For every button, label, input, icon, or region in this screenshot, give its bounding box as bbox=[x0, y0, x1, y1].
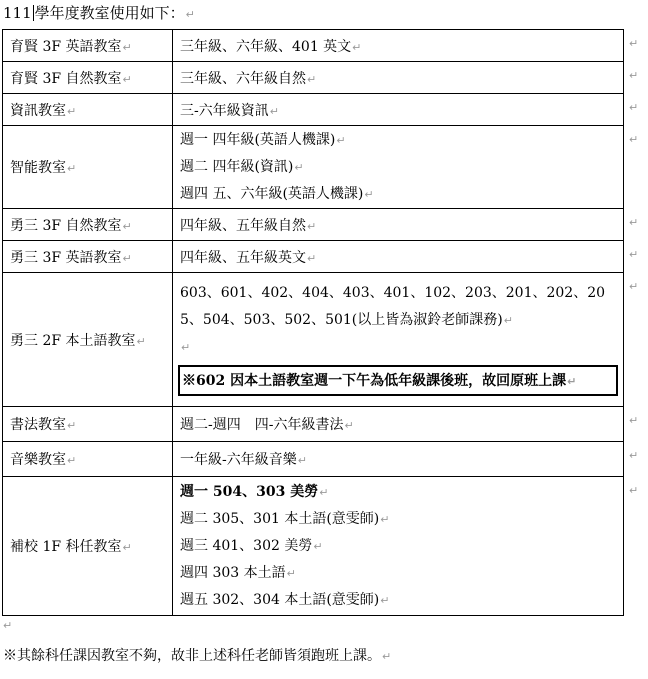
usage-cell: 週一 504、303 美勞↵ 週二 305、301 本土語(意雯師)↵ 週三 401、302 美勞↵ 週四 303 本土語↵ 週五 302、304 本土語(意雯師)↵ bbox=[173, 477, 624, 616]
table-row bbox=[3, 241, 624, 273]
table-row bbox=[3, 62, 624, 94]
room-cell: 育賢 3F 英語教室↵ bbox=[3, 30, 173, 62]
table-row bbox=[3, 94, 624, 126]
note-box: ※602 因本土語教室週一下午為低年級課後班，故回原班上課↵ bbox=[178, 365, 618, 396]
schedule-line: 週五 302、304 本土語(意雯師) bbox=[180, 591, 380, 608]
table-row bbox=[3, 126, 624, 209]
schedule-line: 週一 504、303 美勞 bbox=[180, 483, 319, 500]
heading-text: 學年度教室使用如下： bbox=[34, 4, 185, 22]
table-row bbox=[3, 30, 624, 62]
row-end-mark-icon: ↵ bbox=[629, 280, 639, 293]
page-heading bbox=[3, 3, 195, 25]
row-end-mark-icon: ↵ bbox=[629, 414, 639, 427]
table-row bbox=[3, 209, 624, 241]
schedule-line: 週四 303 本土語 bbox=[180, 564, 286, 581]
usage-cell: 603、601、402、404、403、401、102、203、201、202、205、504、503、502、501(以上皆為淑鈴老師課務)↵ ↵ ※602 因本土語教室週一下午為低年級課後班，故回原班上課↵ bbox=[173, 273, 624, 407]
table-row bbox=[3, 407, 624, 442]
usage-cell: 四年級、五年級英文↵ bbox=[173, 241, 624, 273]
table-row bbox=[3, 442, 624, 477]
usage-cell: 四年級、五年級自然↵ bbox=[173, 209, 624, 241]
row-end-mark-icon: ↵ bbox=[629, 37, 639, 50]
schedule-line: 週一 四年級(英語人機課) bbox=[180, 131, 336, 148]
row-end-mark-icon: ↵ bbox=[629, 133, 639, 146]
schedule-line: 週二 四年級(資訊) bbox=[180, 158, 294, 175]
room-cell: 音樂教室↵ bbox=[3, 442, 173, 477]
usage-cell: 三年級、六年級自然↵ bbox=[173, 62, 624, 94]
room-cell: 勇三 3F 自然教室↵ bbox=[3, 209, 173, 241]
room-cell: 補校 1F 科任教室↵ bbox=[3, 477, 173, 616]
room-cell: 資訊教室↵ bbox=[3, 94, 173, 126]
row-end-mark-icon: ↵ bbox=[629, 449, 639, 462]
row-end-mark-icon: ↵ bbox=[629, 101, 639, 114]
row-end-mark-icon: ↵ bbox=[629, 484, 639, 497]
room-cell: 勇三 2F 本土語教室↵ bbox=[3, 273, 173, 407]
heading-number: 111 bbox=[3, 4, 32, 22]
usage-cell: 週一 四年級(英語人機課)↵ 週二 四年級(資訊)↵ 週四 五、六年級(英語人機課)↵ bbox=[173, 126, 624, 209]
usage-cell: 三年級、六年級、401 英文↵ bbox=[173, 30, 624, 62]
usage-cell: 三-六年級資訊↵ bbox=[173, 94, 624, 126]
row-end-mark-icon: ↵ bbox=[629, 216, 639, 229]
schedule-line: 週二 305、301 本土語(意雯師) bbox=[180, 510, 380, 527]
room-cell: 育賢 3F 自然教室↵ bbox=[3, 62, 173, 94]
paragraph-mark-icon: ↵ bbox=[185, 8, 195, 21]
text-cursor bbox=[33, 5, 34, 21]
schedule-line: 週四 五、六年級(英語人機課) bbox=[180, 185, 364, 202]
room-cell: 書法教室↵ bbox=[3, 407, 173, 442]
usage-cell: 週二-週四 四-六年級書法↵ bbox=[173, 407, 624, 442]
usage-cell: 一年級-六年級音樂↵ bbox=[173, 442, 624, 477]
table-row bbox=[3, 273, 624, 407]
room-cell: 勇三 3F 英語教室↵ bbox=[3, 241, 173, 273]
class-list: 603、601、402、404、403、401、102、203、201、202、205、504、503、502、501(以上皆為淑鈴老師課務) bbox=[180, 284, 606, 328]
room-cell: 智能教室↵ bbox=[3, 126, 173, 209]
empty-paragraph-icon: ↵ bbox=[3, 619, 13, 632]
footer-note: ※其餘科任課因教室不夠，故非上述科任老師皆須跑班上課。↵ bbox=[3, 648, 392, 664]
schedule-line: 週三 401、302 美勞 bbox=[180, 537, 313, 554]
row-end-mark-icon: ↵ bbox=[629, 248, 639, 261]
table-row bbox=[3, 477, 624, 616]
classroom-table bbox=[2, 29, 624, 616]
paragraph-mark-icon: ↵ bbox=[382, 650, 392, 663]
row-end-mark-icon: ↵ bbox=[629, 69, 639, 82]
